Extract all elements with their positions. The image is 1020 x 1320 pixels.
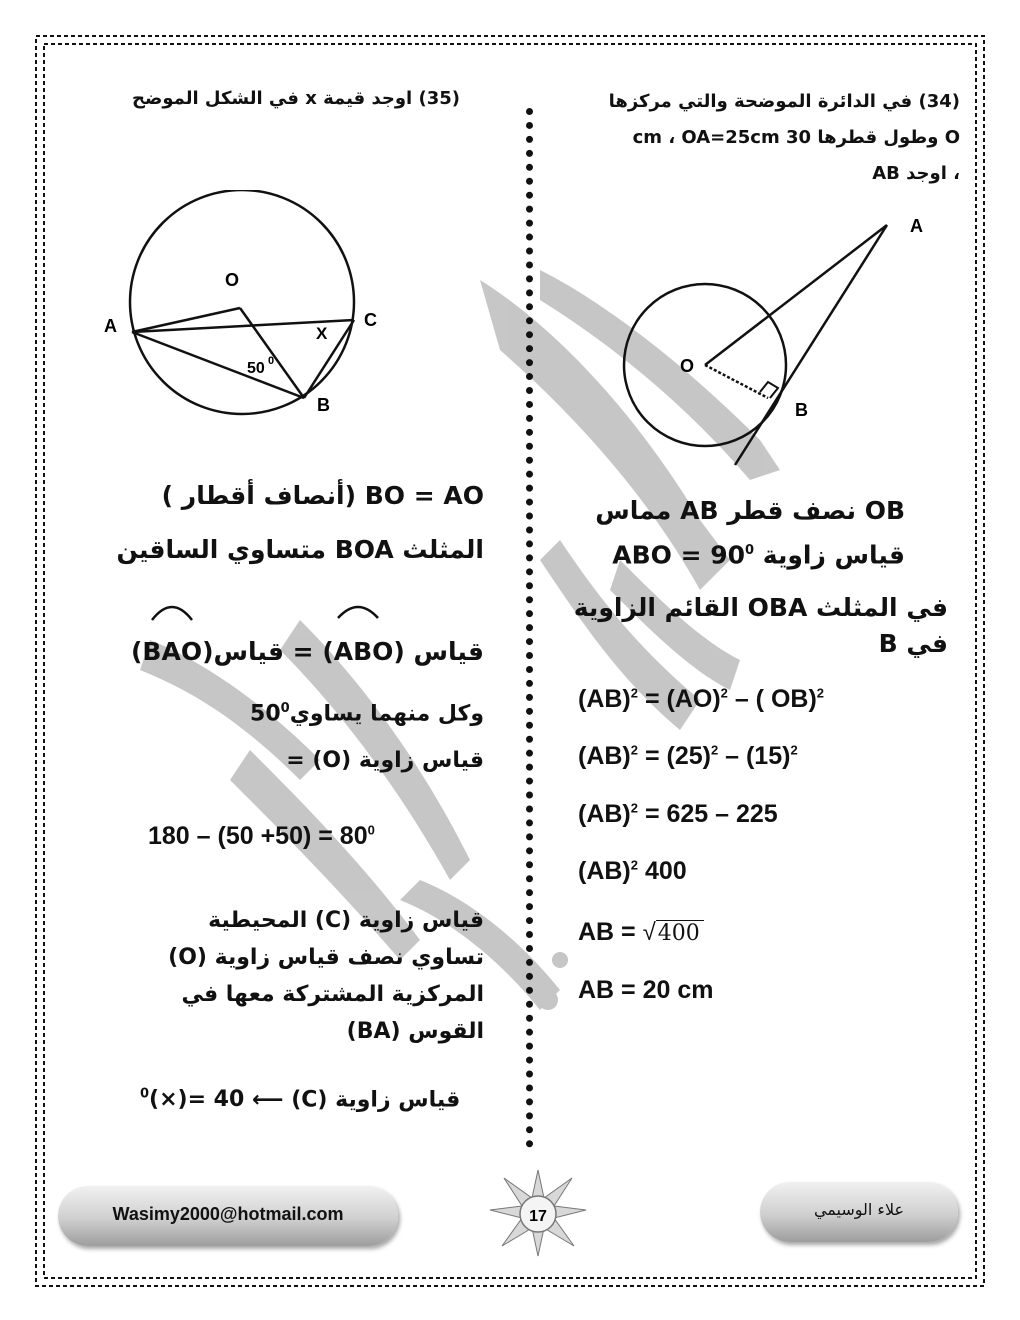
figure-35-inscribed	[100, 190, 400, 425]
arc-over-abo-icon	[338, 607, 378, 618]
sol34-l3b: في B	[878, 629, 948, 658]
fig35-angle-50: 50	[247, 360, 265, 377]
eq2-s3: 2	[710, 742, 719, 758]
fig35-label-c: C	[364, 310, 377, 330]
question-35	[60, 84, 460, 114]
q35-title: (35) اوجد قيمة x في الشكل الموضح	[131, 88, 460, 109]
arc-over-bao-icon	[152, 607, 192, 620]
eq1-p4: – ( OB)	[727, 685, 817, 713]
sol35-l5: قياس زاوية (O) =	[286, 748, 484, 773]
sol34-l2-sup: 0	[745, 543, 755, 558]
eq3-s1: 2	[630, 800, 638, 816]
fig34-label-b: B	[795, 400, 808, 420]
sol35-l6	[148, 822, 375, 851]
sol35-l10: القوس (BA)	[346, 1019, 484, 1044]
sol34-eq4	[578, 857, 687, 886]
question-34	[560, 84, 960, 192]
sol35-l7: قياس زاوية (C) المحيطية	[208, 908, 484, 933]
q34-line1: (34) في الدائرة الموضحة والتي مركزها	[608, 91, 960, 112]
sol34-l3a: في المثلث OBA القائم الزاوية	[573, 593, 948, 622]
footer-author: علاء الوسيمي	[813, 1200, 905, 1219]
sol34-eq3	[578, 800, 778, 829]
eq4-p0: (AB)	[578, 857, 631, 885]
sol35-l11-value: (×)= 40	[149, 1087, 245, 1113]
eq2-p0: (AB)	[578, 742, 631, 770]
eq1-s3: 2	[720, 685, 728, 701]
eq2-p4: – (15)	[718, 742, 791, 770]
eq1-p0: (AB)	[578, 685, 631, 713]
fig34-tangent-line	[735, 225, 887, 465]
fig35-circle	[130, 190, 354, 414]
arc-symbols	[140, 598, 390, 626]
left-arrow-icon: ⟵	[251, 1087, 284, 1113]
sol35-l9: المركزية المشتركة معها في	[181, 982, 484, 1007]
sol35-l4-sup: 0	[280, 701, 290, 716]
page-number: 17	[529, 1208, 547, 1225]
fig35-label-a: A	[104, 316, 117, 336]
eq5-radicand: 400	[656, 920, 704, 946]
fig35-label-x: X	[316, 324, 328, 343]
fig34-radius-ob	[705, 365, 768, 398]
sol34-l2-text: قياس زاوية ABO = 90	[612, 540, 905, 570]
column-divider	[526, 108, 533, 1148]
sol34-l1: OB نصف قطر AB مماس	[595, 496, 905, 525]
sol34-eq6: AB = 20 cm	[578, 976, 714, 1004]
footer-email: Wasimy2000@hotmail.com	[112, 1204, 344, 1224]
sol35-l11	[140, 1076, 484, 1119]
fig35-angle-degree: 0	[268, 355, 275, 367]
fig34-line-ao	[705, 225, 887, 365]
author-pill	[760, 1182, 958, 1242]
sol35-l2: المثلث BOA متساوي الساقين	[116, 535, 484, 564]
sol34-l3	[560, 590, 948, 662]
sol35-l11-sup: 0	[140, 1087, 150, 1102]
sol35-l1: BO = AO (أنصاف أقطار )	[161, 481, 484, 510]
eq5-lhs: AB =	[578, 918, 643, 946]
sol35-l11-result	[140, 1087, 244, 1112]
eq3-p2: = 625 – 225	[638, 800, 778, 828]
figure-34-tangent	[600, 210, 960, 480]
fig35-label-o: O	[225, 270, 240, 290]
q34-line3: ، اوجد AB	[872, 163, 960, 184]
sqrt-sign-icon: √	[642, 919, 656, 946]
eq4-p2: 400	[638, 857, 687, 885]
sol35-l6-text: 180 – (50 +50) = 80	[148, 822, 368, 850]
email-pill	[58, 1186, 398, 1246]
eq2-s1: 2	[630, 742, 638, 758]
q34-line2: O وطول قطرها 30 cm ، OA=25cm	[632, 127, 960, 148]
sol35-l11-label: قياس زاوية (C)	[291, 1087, 461, 1113]
eq1-s1: 2	[630, 685, 638, 701]
sol35-l4-text: وكل منهما يساوي50	[250, 701, 484, 727]
sol34-eq2	[578, 742, 798, 771]
sol35-paragraph	[60, 902, 484, 1050]
sol35-l4	[60, 690, 484, 733]
sol34-eq1	[578, 685, 824, 714]
fig34-label-o: O	[680, 356, 695, 376]
eq2-p2: = (25)	[638, 742, 711, 770]
fig35-chord-cb	[304, 320, 354, 398]
eq1-s5: 2	[816, 685, 825, 701]
eq3-p0: (AB)	[578, 800, 631, 828]
fig35-chord-ab	[132, 332, 304, 398]
sol34-eq5	[578, 918, 704, 947]
sol35-l8: تساوي نصف قياس زاوية (O)	[168, 945, 484, 970]
page-number-badge	[486, 1168, 590, 1258]
sol34-l2	[560, 532, 905, 574]
eq4-s1: 2	[630, 857, 638, 873]
fig34-label-a: A	[910, 216, 923, 236]
sol35-l6-sup: 0	[367, 822, 375, 838]
fig35-label-b: B	[317, 395, 330, 415]
eq1-p2: = (AO)	[638, 685, 721, 713]
eq2-s5: 2	[790, 742, 798, 758]
sol35-l3: قياس (ABO) = قياس(BAO)	[130, 637, 484, 666]
